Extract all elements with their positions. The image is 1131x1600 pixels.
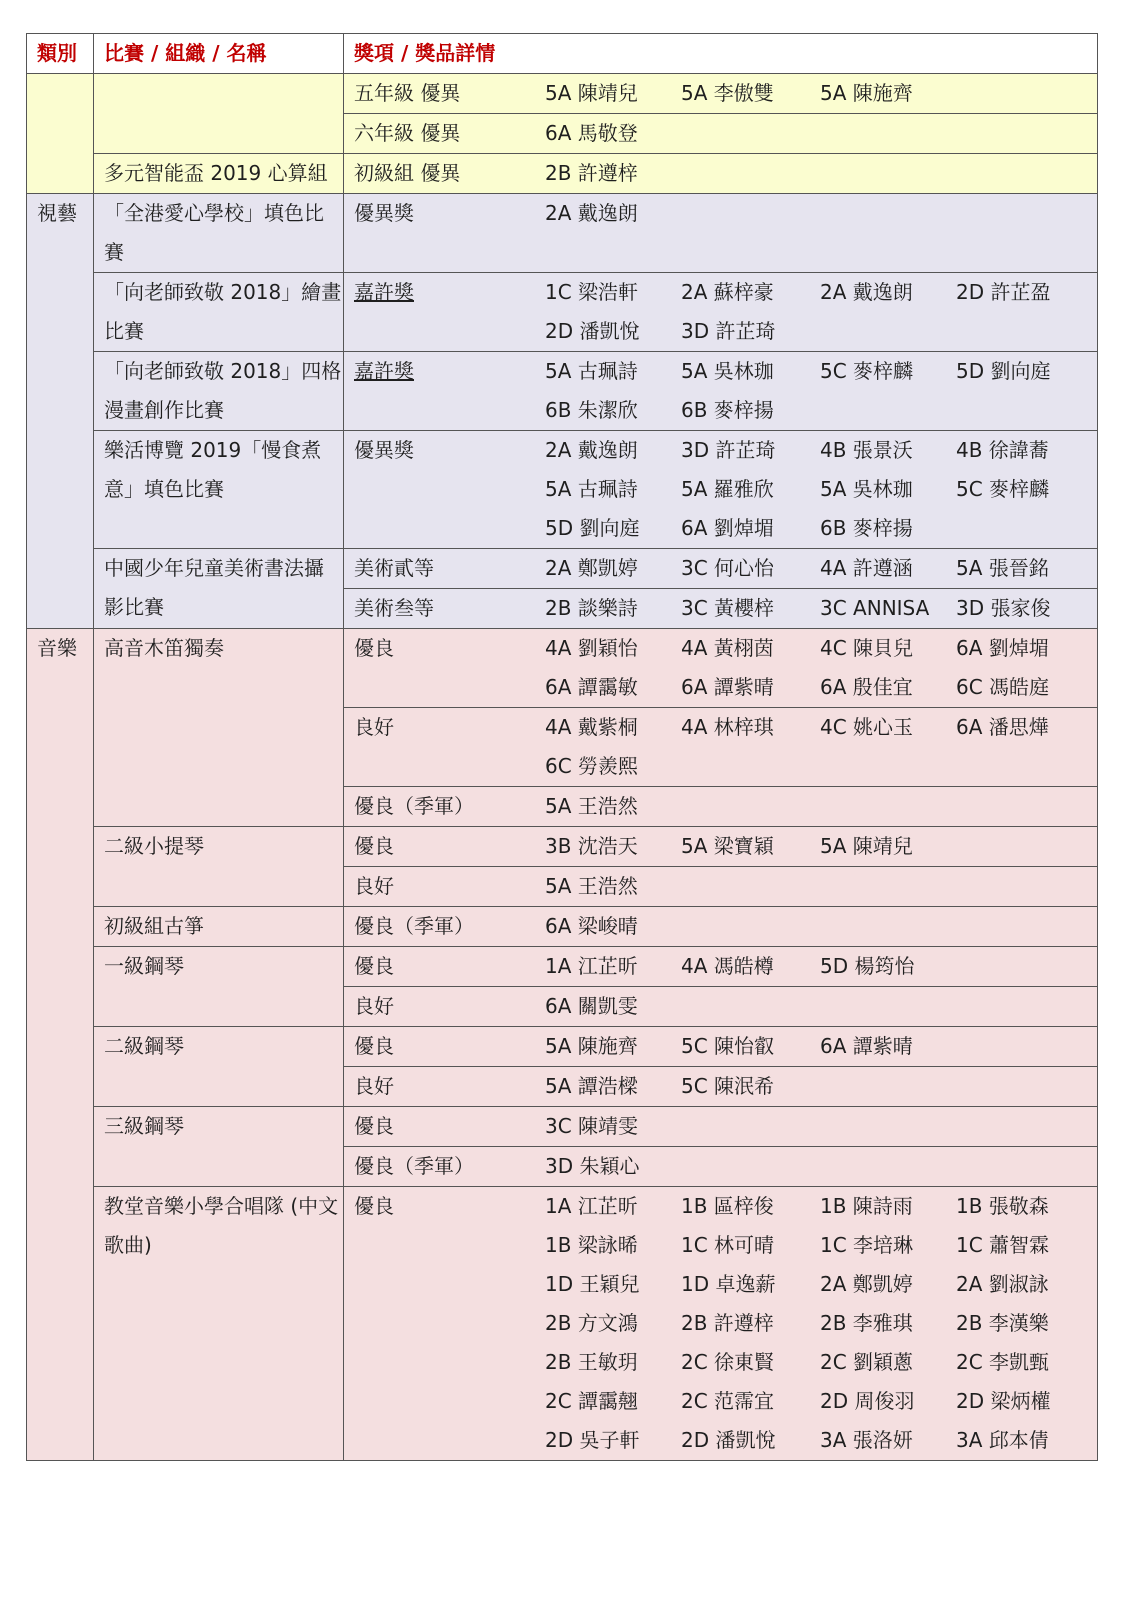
student-name: 5A 古珮詩 — [545, 359, 638, 383]
award-label: 美術貳等 — [354, 556, 434, 580]
student-name: 1C 李培琳 — [820, 1233, 914, 1257]
student-name: 5A 陳施齊 — [820, 81, 913, 105]
award-label: 優良 — [354, 1114, 394, 1138]
student-name: 6A 譚紫晴 — [681, 675, 774, 699]
grid-spacer — [354, 1343, 545, 1382]
student-name: 6C 馮皓庭 — [956, 675, 1050, 699]
grid-spacer — [354, 668, 545, 707]
student-name: 5D 劉向庭 — [545, 516, 640, 540]
competition-cell: 二級小提琴 — [94, 827, 344, 907]
student-name: 4B 徐諱蕎 — [956, 438, 1049, 462]
student-name: 4A 戴紫桐 — [545, 715, 638, 739]
award-label: 良好 — [354, 715, 394, 739]
student-name: 6A 潘思燁 — [956, 715, 1049, 739]
award-cell — [344, 1107, 1098, 1147]
award-label: 優良（季軍） — [354, 1154, 474, 1178]
student-name: 5A 王浩然 — [545, 874, 638, 898]
award-label: 優良 — [354, 954, 394, 978]
student-name: 5C 陳怡叡 — [681, 1034, 775, 1058]
student-name: 1D 卓逸薪 — [681, 1272, 776, 1296]
table-row — [27, 947, 1098, 987]
award-cell — [344, 907, 1098, 947]
student-name: 6A 關凱雯 — [545, 994, 638, 1018]
competition-cell: 一級鋼琴 — [94, 947, 344, 1027]
award-label: 優良（季軍） — [354, 794, 474, 818]
competition-cell: 中國少年兒童美術書法攝影比賽 — [94, 549, 344, 629]
student-name: 3D 許芷琦 — [681, 319, 776, 343]
student-name: 4A 劉穎怡 — [545, 636, 638, 660]
competition-cell: 「全港愛心學校」填色比賽 — [94, 194, 344, 273]
student-name: 3C 陳靖雯 — [545, 1114, 639, 1138]
category-cell — [27, 74, 94, 194]
competition-cell: 樂活博覽 2019「慢食煮意」填色比賽 — [94, 431, 344, 549]
student-name: 2B 許遵梓 — [545, 161, 638, 185]
student-name: 6B 朱潔欣 — [545, 398, 638, 422]
student-name: 4C 姚心玉 — [820, 715, 914, 739]
table-row — [27, 273, 1098, 352]
student-name: 6A 譚靄敏 — [545, 675, 638, 699]
student-name: 1C 林可晴 — [681, 1233, 775, 1257]
student-name: 2A 鄭凱婷 — [545, 556, 638, 580]
student-name: 2B 李雅琪 — [820, 1311, 913, 1335]
student-name: 5A 譚浩樑 — [545, 1074, 638, 1098]
student-name: 6A 殷佳宜 — [820, 675, 913, 699]
student-name: 5A 古珮詩 — [545, 477, 638, 501]
student-name: 6A 劉焯堳 — [681, 516, 774, 540]
student-name: 5A 羅雅欣 — [681, 477, 774, 501]
student-name: 2B 王敏玥 — [545, 1350, 638, 1374]
award-label: 初級組 優異 — [354, 161, 461, 185]
award-label: 良好 — [354, 874, 394, 898]
student-name: 6C 勞羨熙 — [545, 754, 639, 778]
award-cell — [344, 867, 1098, 907]
student-name: 1B 區梓俊 — [681, 1194, 774, 1218]
student-name: 6A 梁峻晴 — [545, 914, 638, 938]
student-name: 2B 許遵梓 — [681, 1311, 774, 1335]
student-name: 5A 陳靖兒 — [545, 81, 638, 105]
table-row — [27, 1107, 1098, 1147]
student-name: 3A 張洛妍 — [820, 1428, 913, 1452]
student-name: 2D 許芷盈 — [956, 280, 1051, 304]
student-name: 1C 梁浩軒 — [545, 280, 639, 304]
grid-spacer — [354, 1265, 545, 1304]
award-label: 優良 — [354, 1034, 394, 1058]
table-row — [27, 352, 1098, 431]
student-name: 4A 林梓琪 — [681, 715, 774, 739]
award-label: 嘉許獎 — [354, 280, 414, 304]
grid-spacer — [354, 1226, 545, 1265]
student-name: 5A 陳施齊 — [545, 1034, 638, 1058]
award-cell — [344, 947, 1098, 987]
student-name: 5A 吳林珈 — [820, 477, 913, 501]
student-name: 3C 何心怡 — [681, 556, 775, 580]
student-name: 2D 潘凱悅 — [545, 319, 640, 343]
student-name: 2A 戴逸朗 — [545, 201, 638, 225]
student-name: 5A 李傲雙 — [681, 81, 774, 105]
student-name: 2C 徐東賢 — [681, 1350, 775, 1374]
award-label: 優異獎 — [354, 201, 414, 225]
award-label: 優良 — [354, 636, 394, 660]
student-name: 2D 梁炳權 — [956, 1389, 1051, 1413]
student-name: 2A 戴逸朗 — [545, 438, 638, 462]
competition-cell — [94, 74, 344, 154]
award-label: 優異獎 — [354, 438, 414, 462]
award-cell — [344, 431, 1098, 549]
award-label: 六年級 優異 — [354, 121, 461, 145]
student-name: 2B 李漢樂 — [956, 1311, 1049, 1335]
student-name: 3D 許芷琦 — [681, 438, 776, 462]
award-cell — [344, 1187, 1098, 1461]
student-name: 1B 梁詠晞 — [545, 1233, 638, 1257]
student-name: 5C 陳泯希 — [681, 1074, 775, 1098]
table-row — [27, 194, 1098, 273]
student-name: 5A 梁寶穎 — [681, 834, 774, 858]
student-name: 5A 吳林珈 — [681, 359, 774, 383]
header-category: 類別 — [27, 34, 94, 74]
student-name: 2D 潘凱悅 — [681, 1428, 776, 1452]
competition-cell: 教堂音樂小學合唱隊 (中文歌曲) — [94, 1187, 344, 1461]
student-name: 2B 談樂詩 — [545, 596, 638, 620]
student-name: 4C 陳貝兒 — [820, 636, 914, 660]
student-name: 2D 吳子軒 — [545, 1428, 640, 1452]
student-name: 4B 張景沃 — [820, 438, 913, 462]
competition-cell: 「向老師致敬 2018」四格漫畫創作比賽 — [94, 352, 344, 431]
competition-cell: 「向老師致敬 2018」繪畫比賽 — [94, 273, 344, 352]
student-name: 5C 麥梓麟 — [956, 477, 1050, 501]
awards-table — [26, 33, 1098, 1461]
grid-spacer — [354, 312, 545, 351]
category-cell: 音樂 — [27, 629, 94, 1461]
student-name: 2C 劉穎蔥 — [820, 1350, 914, 1374]
award-cell — [344, 1067, 1098, 1107]
award-cell — [344, 194, 1098, 273]
student-name: 1B 張敬森 — [956, 1194, 1049, 1218]
award-cell — [344, 273, 1098, 352]
award-label: 嘉許獎 — [354, 359, 414, 383]
student-name: 3C 黃櫻梓 — [681, 596, 775, 620]
student-name: 1D 王穎兒 — [545, 1272, 640, 1296]
award-label: 優良（季軍） — [354, 914, 474, 938]
student-name: 5A 陳靖兒 — [820, 834, 913, 858]
competition-cell: 初級組古箏 — [94, 907, 344, 947]
student-name: 5A 張晉銘 — [956, 556, 1049, 580]
grid-spacer — [354, 1382, 545, 1421]
award-label: 良好 — [354, 1074, 394, 1098]
table-row — [27, 1027, 1098, 1067]
grid-spacer — [354, 509, 545, 548]
student-name: 1A 江芷昕 — [545, 1194, 638, 1218]
student-name: 5A 王浩然 — [545, 794, 638, 818]
table-row — [27, 431, 1098, 549]
grid-spacer — [354, 1421, 545, 1460]
student-name: 3B 沈浩天 — [545, 834, 638, 858]
table-row — [27, 74, 1098, 114]
competition-cell: 高音木笛獨奏 — [94, 629, 344, 827]
award-cell — [344, 629, 1098, 708]
student-name: 2C 范霈宜 — [681, 1389, 775, 1413]
award-cell — [344, 589, 1098, 629]
grid-spacer — [354, 391, 545, 430]
student-name: 4A 黃栩茵 — [681, 636, 774, 660]
award-cell — [344, 708, 1098, 787]
student-name: 1A 江芷昕 — [545, 954, 638, 978]
student-name: 6A 劉焯堳 — [956, 636, 1049, 660]
award-cell — [344, 987, 1098, 1027]
header-row — [27, 34, 1098, 74]
award-cell — [344, 1027, 1098, 1067]
student-name: 2C 李凱甄 — [956, 1350, 1050, 1374]
award-cell — [344, 74, 1098, 114]
student-name: 3C ANNISA — [820, 596, 930, 620]
student-name: 6A 馬敬登 — [545, 121, 638, 145]
student-name: 6A 譚紫晴 — [820, 1034, 913, 1058]
student-name: 2A 蘇梓豪 — [681, 280, 774, 304]
award-cell — [344, 787, 1098, 827]
student-name: 3D 朱穎心 — [545, 1154, 640, 1178]
student-name: 5D 劉向庭 — [956, 359, 1051, 383]
award-cell — [344, 114, 1098, 154]
competition-cell: 二級鋼琴 — [94, 1027, 344, 1107]
award-cell — [344, 154, 1098, 194]
award-cell — [344, 549, 1098, 589]
table-row — [27, 1187, 1098, 1461]
grid-spacer — [354, 747, 545, 786]
award-cell — [344, 1147, 1098, 1187]
award-label: 五年級 優異 — [354, 81, 461, 105]
student-name: 2A 劉淑詠 — [956, 1272, 1049, 1296]
student-name: 4A 許遵涵 — [820, 556, 913, 580]
student-name: 4A 馮皓樽 — [681, 954, 774, 978]
competition-cell: 多元智能盃 2019 心算組 — [94, 154, 344, 194]
student-name: 2C 譚靄翹 — [545, 1389, 639, 1413]
category-cell: 視藝 — [27, 194, 94, 629]
table-row — [27, 907, 1098, 947]
student-name: 5C 麥梓麟 — [820, 359, 914, 383]
grid-spacer — [354, 470, 545, 509]
award-cell — [344, 352, 1098, 431]
student-name: 6B 麥梓揚 — [820, 516, 913, 540]
student-name: 3D 張家俊 — [956, 596, 1051, 620]
table-row — [27, 827, 1098, 867]
student-name: 2A 戴逸朗 — [820, 280, 913, 304]
table-row — [27, 154, 1098, 194]
award-label: 優良 — [354, 834, 394, 858]
award-cell — [344, 827, 1098, 867]
award-label: 美術叁等 — [354, 596, 434, 620]
table-row — [27, 629, 1098, 708]
student-name: 2B 方文鴻 — [545, 1311, 638, 1335]
student-name: 1B 陳詩雨 — [820, 1194, 913, 1218]
student-name: 2A 鄭凱婷 — [820, 1272, 913, 1296]
award-label: 良好 — [354, 994, 394, 1018]
competition-cell: 三級鋼琴 — [94, 1107, 344, 1187]
student-name: 3A 邱本倩 — [956, 1428, 1049, 1452]
student-name: 2D 周俊羽 — [820, 1389, 915, 1413]
table-row — [27, 549, 1098, 589]
student-name: 5D 楊筠怡 — [820, 954, 915, 978]
student-name: 1C 蕭智霖 — [956, 1233, 1050, 1257]
header-award: 獎項 / 獎品詳情 — [344, 34, 1098, 74]
award-label: 優良 — [354, 1194, 394, 1218]
header-competition: 比賽 / 組織 / 名稱 — [94, 34, 344, 74]
grid-spacer — [354, 1304, 545, 1343]
student-name: 6B 麥梓揚 — [681, 398, 774, 422]
